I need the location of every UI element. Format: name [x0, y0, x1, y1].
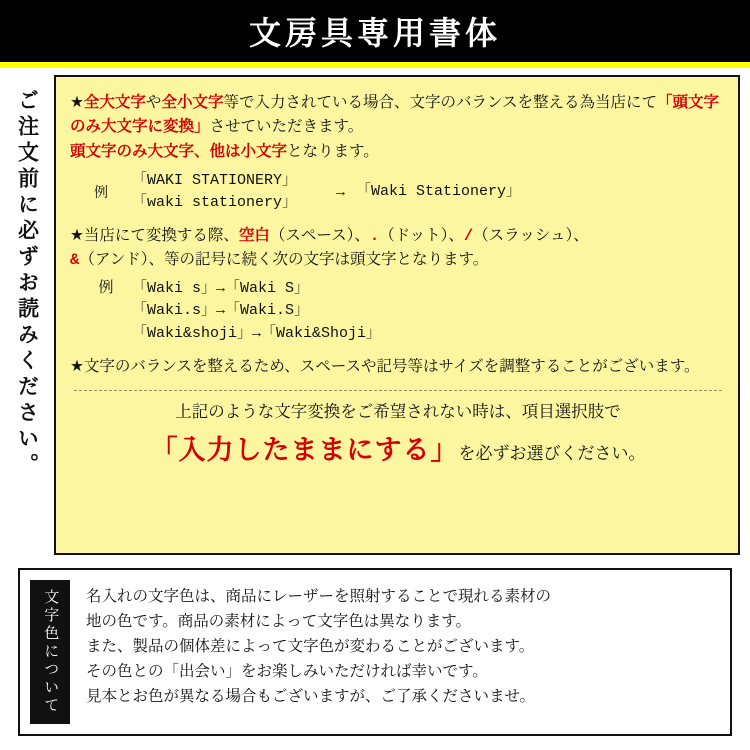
rule-1-seg6: させていただきます。	[209, 118, 364, 136]
rule-2-term-and: &	[70, 251, 80, 270]
closing-line-1: 上記のような文字変換をご希望されない時は、項目選択肢で	[175, 402, 621, 421]
rule-2-seg9: （アンド）、等の記号に続く次の文字は頭文字となります。	[79, 251, 489, 269]
rule-1-seg2: や	[145, 94, 162, 111]
rule-2-text	[70, 224, 726, 273]
example-1-input-line-1: 「WAKI STATIONERY」	[132, 172, 298, 190]
example-2-line-2-text: 「Waki.s」→「Waki.S」	[132, 302, 310, 320]
rule-2-seg7: （スラッシュ）、	[473, 226, 589, 244]
rule-2-seg3: （スペース）、	[269, 226, 370, 244]
header-accent-bar	[0, 62, 750, 68]
example-1-input-line-2: 「waki stationery」	[132, 194, 298, 212]
example-2-line-3-text: 「Waki&shoji」→「Waki&Shoji」	[132, 324, 382, 342]
color-info-body	[70, 570, 730, 734]
color-info-line-2: 地の色です。商品の素材によって文字色は異なります。	[86, 613, 472, 631]
example-1-output: 「Waki Stationery」	[356, 183, 522, 201]
color-info-line-1: 名入れの文字色は、商品にレーザーを照射することで現れる素材の	[86, 588, 552, 605]
rule-2-seg5: （ドット）、	[379, 226, 464, 244]
rule-3-text: ★文字のバランスを整えるため、スペースや記号等はサイズを調整することがございます。	[70, 358, 700, 376]
example-2-line-1-text: 「Waki s」→「Waki S」	[132, 279, 310, 297]
color-info-tab-label: 文字色について	[42, 589, 60, 715]
closing-tail: を必ずお選びください。	[458, 443, 646, 463]
rule-1-term-convert: 「頭文字のみ大文字に変換」	[70, 94, 720, 136]
example-1-input	[132, 170, 297, 214]
notice-box	[54, 75, 740, 555]
color-info-line-3: また、製品の個体差によって文字色が変わることがございます。	[86, 638, 535, 656]
example-2-line-1	[98, 277, 726, 301]
rule-1-seg4: 等で入力されている場合、文字のバランスを整える為当店にて	[223, 94, 657, 111]
page-title: 文房具専用書体	[248, 15, 501, 51]
example-2-line-2	[132, 300, 726, 323]
closing-emphasis: 「入力したままにする」	[150, 434, 459, 465]
rule-2-term-space: 空白	[238, 226, 270, 244]
rule-1-seg8: となります。	[287, 142, 379, 160]
rule-1-bullet: ★	[70, 94, 84, 111]
color-info-line-5: 見本とお色が異なる場合もございますが、ご了承くださいませ。	[86, 688, 536, 706]
color-info-section	[18, 568, 732, 736]
rule-2-term-slash: /	[463, 226, 474, 245]
rule-1-term-result: 頭文字のみ大文字、他は小文字	[70, 142, 288, 160]
rule-2-seg1: ★当店にて変換する際、	[70, 226, 239, 244]
notice-section	[0, 75, 750, 555]
example-2	[98, 277, 726, 346]
notice-side-label-text: ご注文前に必ずお読みください。	[15, 89, 39, 479]
page-header	[0, 0, 750, 62]
closing-line-2	[70, 429, 726, 472]
example-2-line-3	[132, 323, 726, 346]
example-1-label: 例	[94, 184, 108, 201]
notice-side-label	[0, 75, 54, 555]
rule-2-term-dot: .	[369, 226, 380, 245]
example-1	[70, 170, 726, 214]
rule-1-term-lowercase: 全小文字	[161, 94, 224, 111]
example-1-arrow: →	[333, 183, 349, 201]
example-2-label: 例	[98, 278, 114, 296]
color-info-line-4: その色との「出会い」をお楽しみいただければ幸いです。	[86, 663, 488, 681]
rule-1-term-uppercase: 全大文字	[83, 94, 146, 111]
rule-1-text	[70, 91, 726, 164]
color-info-tab	[30, 580, 70, 724]
notice-divider	[74, 390, 722, 391]
